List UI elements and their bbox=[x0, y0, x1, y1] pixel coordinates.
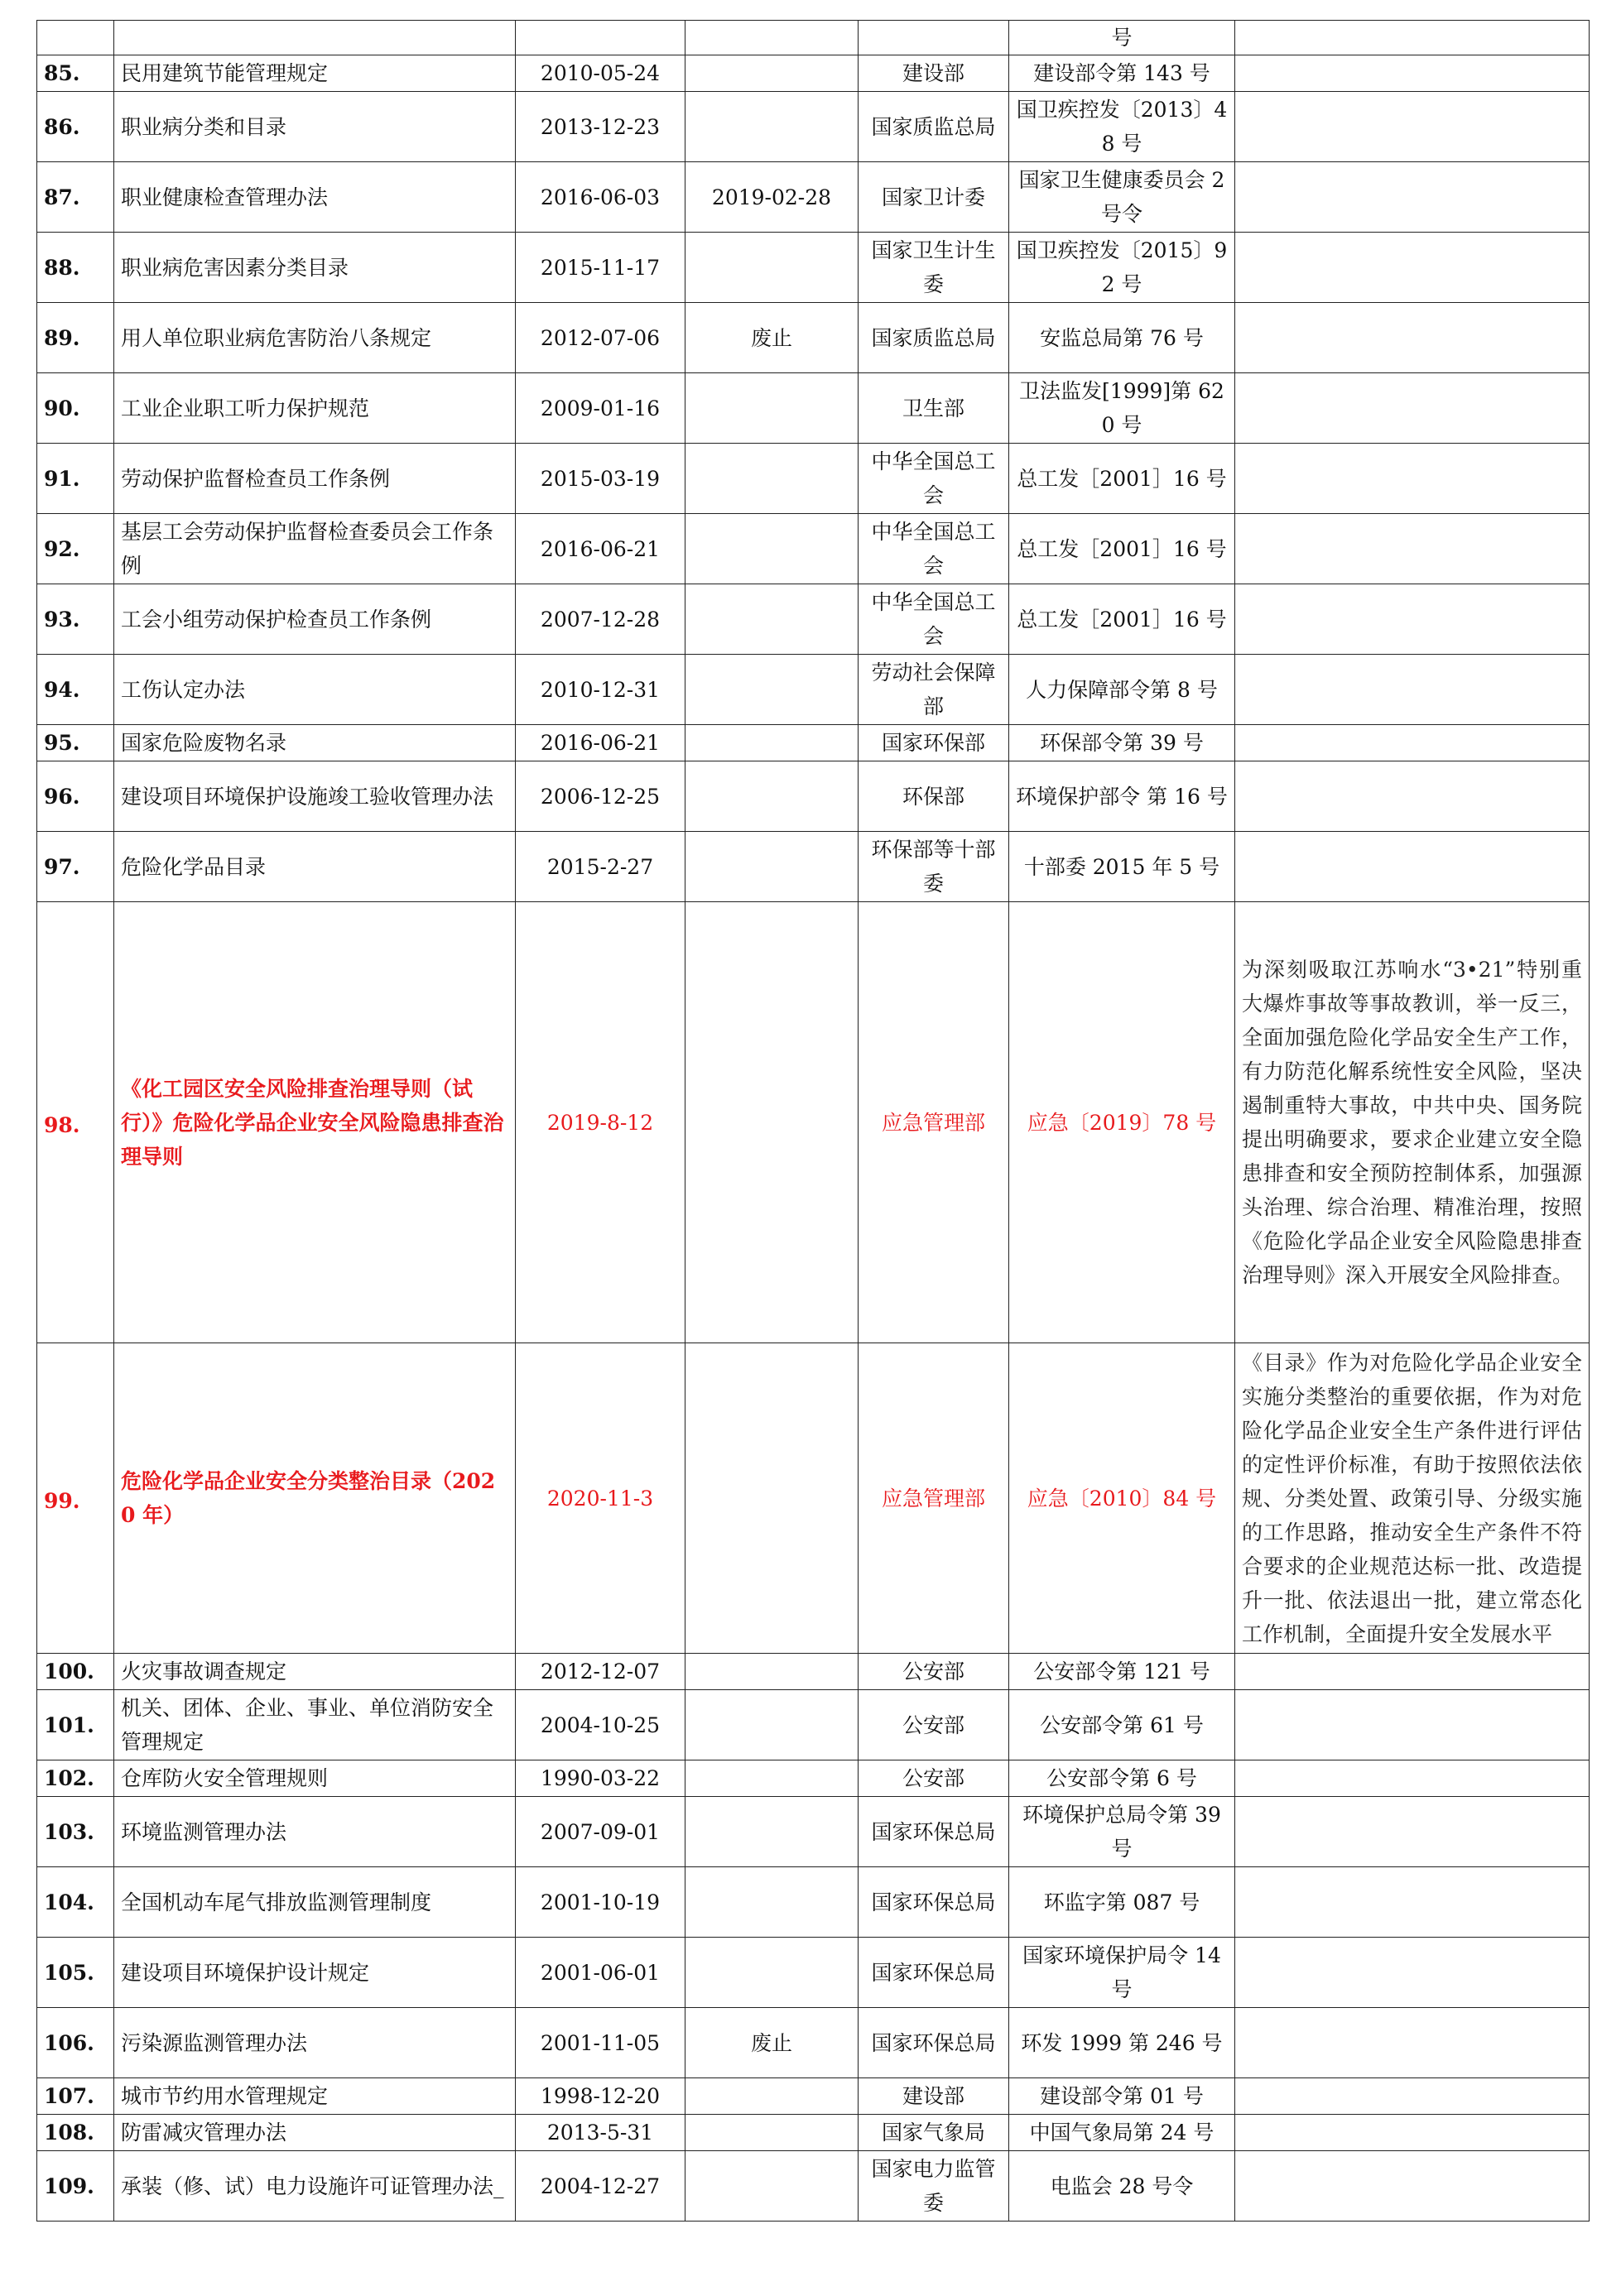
cell-revision bbox=[685, 514, 859, 584]
cell-note bbox=[1235, 1654, 1590, 1690]
cell-dept: 国家环保部 bbox=[859, 725, 1009, 761]
cell-date bbox=[516, 21, 685, 55]
table-row bbox=[37, 2115, 1590, 2151]
cell-doc-no: 十部委 2015 年 5 号 bbox=[1009, 832, 1235, 902]
cell-dept: 中华全国总工会 bbox=[859, 514, 1009, 584]
cell-name: 工伤认定办法 bbox=[114, 655, 516, 725]
table-row bbox=[37, 902, 1590, 1343]
cell-doc-no: 公安部令第 6 号 bbox=[1009, 1760, 1235, 1797]
cell-revision bbox=[685, 2115, 859, 2151]
cell-name: 职业病分类和目录 bbox=[114, 92, 516, 162]
cell-no: 85. bbox=[37, 55, 114, 92]
cell-no: 87. bbox=[37, 162, 114, 233]
cell-note bbox=[1235, 444, 1590, 514]
cell-name bbox=[114, 21, 516, 55]
cell-doc-no: 总工发［2001］16 号 bbox=[1009, 444, 1235, 514]
cell-name: 承装（修、试）电力设施许可证管理办法_ bbox=[114, 2151, 516, 2222]
cell-dept bbox=[859, 21, 1009, 55]
cell-name: 城市节约用水管理规定 bbox=[114, 2078, 516, 2115]
cell-no: 86. bbox=[37, 92, 114, 162]
cell-note bbox=[1235, 303, 1590, 373]
cell-date: 2016-06-03 bbox=[516, 162, 685, 233]
cell-no: 91. bbox=[37, 444, 114, 514]
table-row bbox=[37, 2008, 1590, 2078]
cell-no: 106. bbox=[37, 2008, 114, 2078]
cell-note bbox=[1235, 1797, 1590, 1867]
cell-name: 建设项目环境保护设计规定 bbox=[114, 1938, 516, 2008]
cell-dept: 环保部等十部委 bbox=[859, 832, 1009, 902]
table-row bbox=[37, 444, 1590, 514]
cell-name: 工会小组劳动保护检查员工作条例 bbox=[114, 584, 516, 655]
cell-revision bbox=[685, 761, 859, 832]
cell-note bbox=[1235, 2078, 1590, 2115]
cell-note bbox=[1235, 373, 1590, 444]
cell-dept: 国家气象局 bbox=[859, 2115, 1009, 2151]
cell-revision bbox=[685, 1690, 859, 1760]
cell-revision bbox=[685, 233, 859, 303]
cell-note bbox=[1235, 832, 1590, 902]
table-row bbox=[37, 1654, 1590, 1690]
cell-dept: 国家电力监管委 bbox=[859, 2151, 1009, 2222]
cell-no: 101. bbox=[37, 1690, 114, 1760]
cell-name: 职业健康检查管理办法 bbox=[114, 162, 516, 233]
regulation-table bbox=[36, 20, 1590, 2222]
cell-doc-no: 电监会 28 号令 bbox=[1009, 2151, 1235, 2222]
cell-doc-no: 国卫疾控发〔2013〕48 号 bbox=[1009, 92, 1235, 162]
table-row bbox=[37, 2078, 1590, 2115]
cell-doc-no: 卫法监发[1999]第 620 号 bbox=[1009, 373, 1235, 444]
cell-revision: 2019-02-28 bbox=[685, 162, 859, 233]
cell-date: 2010-12-31 bbox=[516, 655, 685, 725]
table-row bbox=[37, 55, 1590, 92]
cell-dept: 应急管理部 bbox=[859, 1343, 1009, 1654]
cell-note bbox=[1235, 2115, 1590, 2151]
cell-note: 《目录》作为对危险化学品企业安全实施分类整治的重要依据，作为对危险化学品企业安全生产条件进行评估的定性评价标准，有助于按照依法依规、分类处置、政策引导、分级实施的工作思路，推动安全生产条件不符合要求的企业规范达标一批、改造提升一批、依法退出一批，建立常态化工作机制，全面提升安全发展水平 bbox=[1235, 1343, 1590, 1654]
cell-revision bbox=[685, 1654, 859, 1690]
cell-dept: 劳动社会保障部 bbox=[859, 655, 1009, 725]
cell-doc-no: 建设部令第 01 号 bbox=[1009, 2078, 1235, 2115]
cell-no bbox=[37, 21, 114, 55]
cell-doc-no: 总工发［2001］16 号 bbox=[1009, 514, 1235, 584]
table-row bbox=[37, 1938, 1590, 2008]
cell-revision bbox=[685, 2151, 859, 2222]
cell-doc-no: 环境保护总局令第 39 号 bbox=[1009, 1797, 1235, 1867]
cell-note bbox=[1235, 2008, 1590, 2078]
cell-revision bbox=[685, 373, 859, 444]
cell-note bbox=[1235, 514, 1590, 584]
cell-date: 1998-12-20 bbox=[516, 2078, 685, 2115]
cell-no: 100. bbox=[37, 1654, 114, 1690]
cell-dept: 环保部 bbox=[859, 761, 1009, 832]
cell-name: 职业病危害因素分类目录 bbox=[114, 233, 516, 303]
cell-note bbox=[1235, 92, 1590, 162]
cell-note bbox=[1235, 655, 1590, 725]
cell-dept: 国家卫计委 bbox=[859, 162, 1009, 233]
cell-note bbox=[1235, 55, 1590, 92]
cell-date: 2009-01-16 bbox=[516, 373, 685, 444]
document-page bbox=[36, 20, 1589, 2222]
cell-no: 92. bbox=[37, 514, 114, 584]
cell-note bbox=[1235, 162, 1590, 233]
cell-dept: 公安部 bbox=[859, 1654, 1009, 1690]
table-row bbox=[37, 832, 1590, 902]
table-row bbox=[37, 1760, 1590, 1797]
cell-dept: 国家环保总局 bbox=[859, 2008, 1009, 2078]
cell-note bbox=[1235, 1867, 1590, 1938]
cell-dept: 国家质监总局 bbox=[859, 303, 1009, 373]
table-row bbox=[37, 761, 1590, 832]
cell-date: 2006-12-25 bbox=[516, 761, 685, 832]
cell-date: 2010-05-24 bbox=[516, 55, 685, 92]
cell-name: 基层工会劳动保护监督检查委员会工作条例 bbox=[114, 514, 516, 584]
table-row bbox=[37, 162, 1590, 233]
cell-revision bbox=[685, 92, 859, 162]
regulation-table-body bbox=[37, 21, 1590, 2222]
cell-no: 95. bbox=[37, 725, 114, 761]
cell-revision bbox=[685, 902, 859, 1343]
cell-no: 109. bbox=[37, 2151, 114, 2222]
cell-note bbox=[1235, 584, 1590, 655]
cell-revision bbox=[685, 1867, 859, 1938]
cell-date: 2015-03-19 bbox=[516, 444, 685, 514]
cell-dept: 建设部 bbox=[859, 2078, 1009, 2115]
cell-revision bbox=[685, 655, 859, 725]
cell-revision bbox=[685, 444, 859, 514]
table-row bbox=[37, 1343, 1590, 1654]
cell-no: 88. bbox=[37, 233, 114, 303]
cell-doc-no: 人力保障部令第 8 号 bbox=[1009, 655, 1235, 725]
cell-note bbox=[1235, 233, 1590, 303]
table-row bbox=[37, 303, 1590, 373]
cell-date: 2007-09-01 bbox=[516, 1797, 685, 1867]
cell-revision bbox=[685, 1938, 859, 2008]
cell-revision bbox=[685, 55, 859, 92]
cell-no: 103. bbox=[37, 1797, 114, 1867]
cell-no: 90. bbox=[37, 373, 114, 444]
cell-revision bbox=[685, 1343, 859, 1654]
cell-no: 102. bbox=[37, 1760, 114, 1797]
table-row bbox=[37, 1797, 1590, 1867]
cell-doc-no: 国卫疾控发〔2015〕92 号 bbox=[1009, 233, 1235, 303]
cell-name: 用人单位职业病危害防治八条规定 bbox=[114, 303, 516, 373]
cell-doc-no: 总工发［2001］16 号 bbox=[1009, 584, 1235, 655]
cell-dept: 国家环保总局 bbox=[859, 1938, 1009, 2008]
cell-date: 2007-12-28 bbox=[516, 584, 685, 655]
cell-date: 2013-5-31 bbox=[516, 2115, 685, 2151]
cell-name: 国家危险废物名录 bbox=[114, 725, 516, 761]
cell-date: 2013-12-23 bbox=[516, 92, 685, 162]
cell-dept: 应急管理部 bbox=[859, 902, 1009, 1343]
cell-doc-no: 公安部令第 61 号 bbox=[1009, 1690, 1235, 1760]
cell-doc-no: 国家卫生健康委员会 2 号令 bbox=[1009, 162, 1235, 233]
cell-dept: 公安部 bbox=[859, 1690, 1009, 1760]
cell-dept: 国家质监总局 bbox=[859, 92, 1009, 162]
cell-no: 93. bbox=[37, 584, 114, 655]
cell-date: 2001-11-05 bbox=[516, 2008, 685, 2078]
cell-doc-no: 安监总局第 76 号 bbox=[1009, 303, 1235, 373]
cell-date: 2015-11-17 bbox=[516, 233, 685, 303]
cell-name: 《化工园区安全风险排查治理导则（试行）》危险化学品企业安全风险隐患排查治理导则 bbox=[114, 902, 516, 1343]
cell-doc-no: 环保部令第 39 号 bbox=[1009, 725, 1235, 761]
table-row bbox=[37, 584, 1590, 655]
cell-name: 环境监测管理办法 bbox=[114, 1797, 516, 1867]
cell-date: 2001-06-01 bbox=[516, 1938, 685, 2008]
cell-doc-no: 环境保护部令 第 16 号 bbox=[1009, 761, 1235, 832]
cell-note bbox=[1235, 761, 1590, 832]
table-row bbox=[37, 373, 1590, 444]
cell-name: 仓库防火安全管理规则 bbox=[114, 1760, 516, 1797]
table-row bbox=[37, 233, 1590, 303]
cell-note bbox=[1235, 2151, 1590, 2222]
table-row bbox=[37, 655, 1590, 725]
cell-doc-no: 环监字第 087 号 bbox=[1009, 1867, 1235, 1938]
cell-name: 防雷减灾管理办法 bbox=[114, 2115, 516, 2151]
cell-date: 1990-03-22 bbox=[516, 1760, 685, 1797]
cell-note bbox=[1235, 1690, 1590, 1760]
cell-revision bbox=[685, 2078, 859, 2115]
cell-revision: 废止 bbox=[685, 2008, 859, 2078]
cell-date: 2016-06-21 bbox=[516, 514, 685, 584]
cell-no: 107. bbox=[37, 2078, 114, 2115]
cell-note: 为深刻吸取江苏响水“3•21”特别重大爆炸事故等事故教训，举一反三，全面加强危险化学品安全生产工作，有力防范化解系统性安全风险，坚决遏制重特大事故，中共中央、国务院提出明确要求，要求企业建立安全隐患排查和安全预防控制体系，加强源头治理、综合治理、精准治理，按照《危险化学品企业安全风险隐患排查治理导则》深入开展安全风险排查。 bbox=[1235, 902, 1590, 1343]
cell-name: 危险化学品企业安全分类整治目录（2020 年） bbox=[114, 1343, 516, 1654]
cell-name: 民用建筑节能管理规定 bbox=[114, 55, 516, 92]
cell-name: 全国机动车尾气排放监测管理制度 bbox=[114, 1867, 516, 1938]
cell-name: 污染源监测管理办法 bbox=[114, 2008, 516, 2078]
cell-doc-no: 号 bbox=[1009, 21, 1235, 55]
cell-note bbox=[1235, 21, 1590, 55]
cell-dept: 卫生部 bbox=[859, 373, 1009, 444]
cell-revision bbox=[685, 832, 859, 902]
cell-date: 2015-2-27 bbox=[516, 832, 685, 902]
cell-dept: 国家环保总局 bbox=[859, 1867, 1009, 1938]
table-row-continued bbox=[37, 21, 1590, 55]
cell-name: 建设项目环境保护设施竣工验收管理办法 bbox=[114, 761, 516, 832]
cell-doc-no: 国家环境保护局令 14 号 bbox=[1009, 1938, 1235, 2008]
cell-no: 104. bbox=[37, 1867, 114, 1938]
cell-date: 2019-8-12 bbox=[516, 902, 685, 1343]
cell-note bbox=[1235, 1938, 1590, 2008]
cell-note bbox=[1235, 1760, 1590, 1797]
cell-revision bbox=[685, 1797, 859, 1867]
cell-name: 机关、团体、企业、事业、单位消防安全管理规定 bbox=[114, 1690, 516, 1760]
cell-doc-no: 应急〔2019〕78 号 bbox=[1009, 902, 1235, 1343]
cell-date: 2016-06-21 bbox=[516, 725, 685, 761]
cell-doc-no: 应急〔2010〕84 号 bbox=[1009, 1343, 1235, 1654]
cell-revision bbox=[685, 725, 859, 761]
cell-no: 99. bbox=[37, 1343, 114, 1654]
cell-name: 危险化学品目录 bbox=[114, 832, 516, 902]
cell-name: 火灾事故调查规定 bbox=[114, 1654, 516, 1690]
cell-doc-no: 公安部令第 121 号 bbox=[1009, 1654, 1235, 1690]
cell-date: 2004-12-27 bbox=[516, 2151, 685, 2222]
cell-no: 97. bbox=[37, 832, 114, 902]
cell-dept: 中华全国总工会 bbox=[859, 584, 1009, 655]
cell-dept: 中华全国总工会 bbox=[859, 444, 1009, 514]
cell-no: 94. bbox=[37, 655, 114, 725]
cell-date: 2012-12-07 bbox=[516, 1654, 685, 1690]
cell-revision bbox=[685, 584, 859, 655]
cell-name: 工业企业职工听力保护规范 bbox=[114, 373, 516, 444]
cell-dept: 公安部 bbox=[859, 1760, 1009, 1797]
table-row bbox=[37, 514, 1590, 584]
cell-name: 劳动保护监督检查员工作条例 bbox=[114, 444, 516, 514]
cell-date: 2004-10-25 bbox=[516, 1690, 685, 1760]
cell-date: 2012-07-06 bbox=[516, 303, 685, 373]
cell-no: 105. bbox=[37, 1938, 114, 2008]
cell-dept: 建设部 bbox=[859, 55, 1009, 92]
cell-no: 98. bbox=[37, 902, 114, 1343]
table-row bbox=[37, 1690, 1590, 1760]
table-row bbox=[37, 725, 1590, 761]
cell-note bbox=[1235, 725, 1590, 761]
cell-no: 89. bbox=[37, 303, 114, 373]
table-row bbox=[37, 1867, 1590, 1938]
table-row bbox=[37, 2151, 1590, 2222]
cell-doc-no: 建设部令第 143 号 bbox=[1009, 55, 1235, 92]
cell-revision bbox=[685, 21, 859, 55]
cell-dept: 国家环保总局 bbox=[859, 1797, 1009, 1867]
cell-revision bbox=[685, 1760, 859, 1797]
cell-no: 108. bbox=[37, 2115, 114, 2151]
cell-date: 2001-10-19 bbox=[516, 1867, 685, 1938]
cell-revision: 废止 bbox=[685, 303, 859, 373]
cell-doc-no: 中国气象局第 24 号 bbox=[1009, 2115, 1235, 2151]
cell-dept: 国家卫生计生委 bbox=[859, 233, 1009, 303]
cell-doc-no: 环发 1999 第 246 号 bbox=[1009, 2008, 1235, 2078]
cell-date: 2020-11-3 bbox=[516, 1343, 685, 1654]
cell-no: 96. bbox=[37, 761, 114, 832]
table-row bbox=[37, 92, 1590, 162]
